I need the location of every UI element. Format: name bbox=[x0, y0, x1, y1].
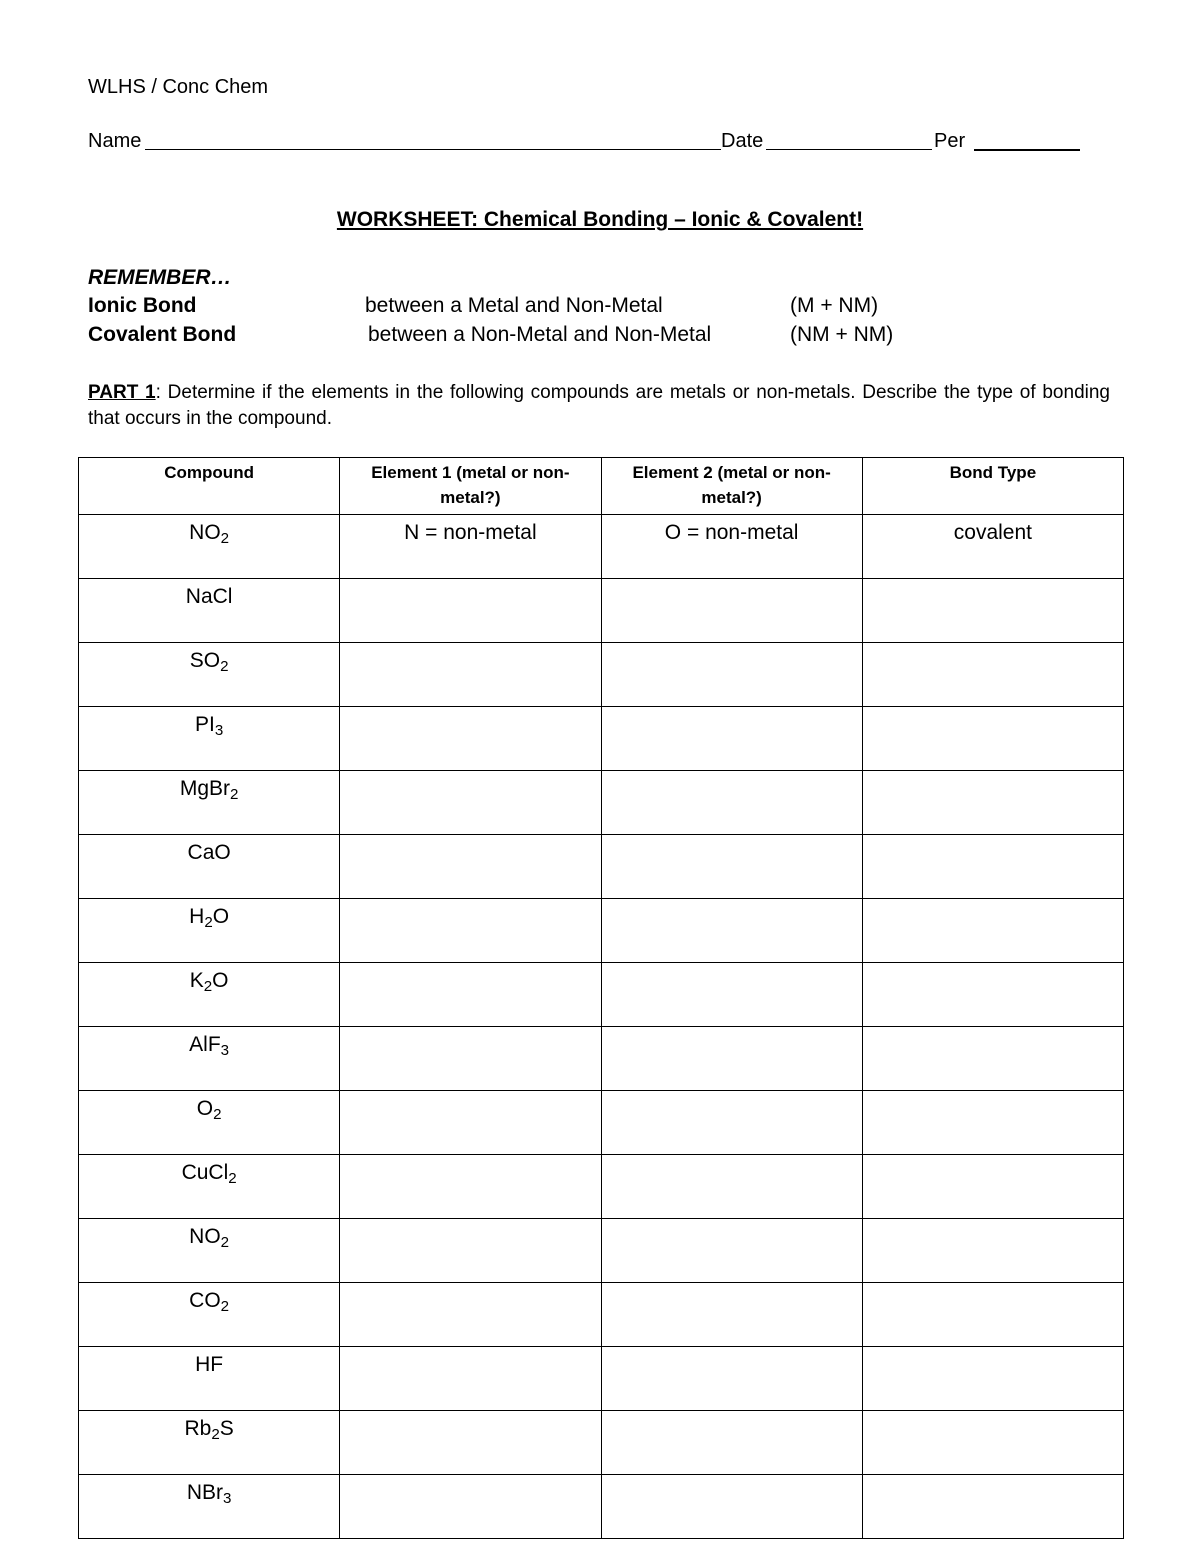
bond-type-cell[interactable] bbox=[862, 899, 1123, 963]
formula-subscript: 2 bbox=[211, 1425, 220, 1443]
formula-text: MgBr bbox=[179, 777, 231, 800]
element1-cell[interactable] bbox=[340, 1411, 601, 1475]
formula-text: H bbox=[189, 905, 205, 928]
table-row bbox=[79, 1475, 1124, 1539]
formula-text: O bbox=[212, 969, 229, 992]
element2-cell[interactable] bbox=[601, 1347, 862, 1411]
element1-cell[interactable] bbox=[340, 963, 601, 1027]
compound-cell bbox=[79, 1283, 340, 1347]
period-label: Per bbox=[934, 130, 966, 152]
header-element1-text: Element 1 (metal or non-metal?) bbox=[371, 463, 570, 507]
formula-subscript: 3 bbox=[220, 1041, 230, 1059]
date-label: Date bbox=[721, 130, 764, 152]
formula-text: NBr bbox=[186, 1481, 223, 1504]
bond-type-cell[interactable] bbox=[862, 579, 1123, 643]
compound-cell bbox=[79, 1155, 340, 1219]
table-row bbox=[79, 1411, 1124, 1475]
formula-text: O bbox=[212, 905, 230, 928]
worksheet-title: WORKSHEET: Chemical Bonding – Ionic & Covalent! bbox=[336, 208, 864, 231]
formula-subscript: 2 bbox=[204, 913, 213, 931]
bond-type-cell[interactable]: covalent bbox=[862, 515, 1123, 579]
bond-description: between a Non-Metal and Non-Metal bbox=[368, 323, 712, 346]
header-bond-type: Bond Type bbox=[862, 458, 1123, 515]
element2-cell[interactable] bbox=[601, 1411, 862, 1475]
remember-heading: REMEMBER… bbox=[88, 266, 232, 289]
header-compound: Compound bbox=[79, 458, 340, 515]
table-body bbox=[79, 515, 1124, 1539]
table-row bbox=[79, 1027, 1124, 1091]
element2-cell[interactable] bbox=[601, 771, 862, 835]
formula-subscript: 2 bbox=[220, 529, 230, 547]
table-row bbox=[79, 515, 1124, 579]
compound-cell bbox=[79, 899, 340, 963]
formula-text: S bbox=[219, 1417, 234, 1440]
formula-subscript: 3 bbox=[214, 721, 224, 739]
formula-text: CuCl bbox=[181, 1161, 229, 1184]
bond-type-cell[interactable] bbox=[862, 1219, 1123, 1283]
period-blank-line[interactable] bbox=[974, 149, 1080, 151]
bond-type-cell[interactable] bbox=[862, 771, 1123, 835]
element1-cell[interactable] bbox=[340, 579, 601, 643]
table-row bbox=[79, 1091, 1124, 1155]
formula-text: NO bbox=[189, 1225, 221, 1248]
header-element1 bbox=[340, 458, 601, 515]
covalent-bond-row bbox=[88, 323, 1118, 351]
compound-cell bbox=[79, 963, 340, 1027]
bond-type-cell[interactable] bbox=[862, 1411, 1123, 1475]
formula-subscript: 2 bbox=[228, 1169, 237, 1187]
formula-subscript: 2 bbox=[220, 1233, 230, 1251]
element1-cell[interactable] bbox=[340, 1091, 601, 1155]
bond-name: Ionic Bond bbox=[88, 294, 197, 317]
element2-cell[interactable]: O = non-metal bbox=[601, 515, 862, 579]
student-info-row bbox=[88, 130, 1088, 156]
formula-text: SO bbox=[189, 649, 221, 672]
element1-cell[interactable] bbox=[340, 1027, 601, 1091]
part1-instructions bbox=[88, 380, 1110, 432]
compound-cell bbox=[79, 835, 340, 899]
date-blank-line[interactable] bbox=[766, 149, 932, 150]
formula-text: CaO bbox=[187, 841, 231, 864]
element1-cell[interactable] bbox=[340, 835, 601, 899]
formula-subscript: 2 bbox=[220, 1297, 230, 1315]
table-row bbox=[79, 963, 1124, 1027]
element1-cell[interactable] bbox=[340, 1155, 601, 1219]
formula-text: O bbox=[196, 1097, 214, 1120]
table-header-row bbox=[79, 458, 1124, 515]
element1-cell[interactable] bbox=[340, 707, 601, 771]
bond-type-cell[interactable] bbox=[862, 1347, 1123, 1411]
element1-cell[interactable]: N = non-metal bbox=[340, 515, 601, 579]
bond-type-cell[interactable] bbox=[862, 963, 1123, 1027]
formula-text: HF bbox=[195, 1353, 224, 1376]
element1-cell[interactable] bbox=[340, 1475, 601, 1539]
bond-name: Covalent Bond bbox=[88, 323, 237, 346]
formula-subscript: 3 bbox=[223, 1489, 232, 1507]
table-row bbox=[79, 1347, 1124, 1411]
element2-cell[interactable] bbox=[601, 1027, 862, 1091]
table-row bbox=[79, 1219, 1124, 1283]
formula-text: NaCl bbox=[185, 585, 233, 608]
name-blank-line[interactable] bbox=[145, 149, 721, 150]
compound-cell bbox=[79, 707, 340, 771]
formula-text: K bbox=[189, 969, 204, 992]
compounds-table bbox=[78, 457, 1124, 1539]
element2-cell[interactable] bbox=[601, 643, 862, 707]
table-row bbox=[79, 643, 1124, 707]
bond-abbreviation: (NM + NM) bbox=[790, 323, 894, 346]
element2-cell[interactable] bbox=[601, 1091, 862, 1155]
compound-cell bbox=[79, 1091, 340, 1155]
bond-type-cell[interactable] bbox=[862, 643, 1123, 707]
table-row bbox=[79, 835, 1124, 899]
compound-cell bbox=[79, 1219, 340, 1283]
ionic-bond-row bbox=[88, 294, 1118, 322]
school-course-label: WLHS / Conc Chem bbox=[88, 76, 269, 98]
element2-cell[interactable] bbox=[601, 1283, 862, 1347]
part1-label: PART 1 bbox=[88, 382, 156, 403]
compound-cell bbox=[79, 771, 340, 835]
compound-cell bbox=[79, 643, 340, 707]
bond-type-cell[interactable] bbox=[862, 1475, 1123, 1539]
element2-cell[interactable] bbox=[601, 1475, 862, 1539]
formula-text: Rb bbox=[184, 1417, 212, 1440]
element1-cell[interactable] bbox=[340, 1283, 601, 1347]
bond-type-cell[interactable] bbox=[862, 1283, 1123, 1347]
formula-subscript: 2 bbox=[213, 1105, 222, 1123]
element1-cell[interactable] bbox=[340, 771, 601, 835]
element2-cell[interactable] bbox=[601, 899, 862, 963]
bond-type-cell[interactable] bbox=[862, 1155, 1123, 1219]
element1-cell[interactable] bbox=[340, 899, 601, 963]
table-row bbox=[79, 899, 1124, 963]
element2-cell[interactable] bbox=[601, 1219, 862, 1283]
formula-text: NO bbox=[189, 521, 221, 544]
compound-cell bbox=[79, 1411, 340, 1475]
bond-abbreviation: (M + NM) bbox=[790, 294, 879, 317]
element1-cell[interactable] bbox=[340, 643, 601, 707]
table-row bbox=[79, 771, 1124, 835]
header-element2 bbox=[601, 458, 862, 515]
table-row bbox=[79, 579, 1124, 643]
formula-subscript: 2 bbox=[203, 977, 213, 995]
compound-cell bbox=[79, 579, 340, 643]
bond-type-cell[interactable] bbox=[862, 1091, 1123, 1155]
element1-cell[interactable] bbox=[340, 1219, 601, 1283]
element1-cell[interactable] bbox=[340, 1347, 601, 1411]
compound-cell bbox=[79, 515, 340, 579]
element2-cell[interactable] bbox=[601, 963, 862, 1027]
element2-cell[interactable] bbox=[601, 1155, 862, 1219]
compound-cell bbox=[79, 1475, 340, 1539]
bond-description: between a Metal and Non-Metal bbox=[365, 294, 663, 317]
bond-type-cell[interactable] bbox=[862, 1027, 1123, 1091]
header-element2-text: Element 2 (metal or non-metal?) bbox=[632, 463, 831, 507]
bond-type-cell[interactable] bbox=[862, 707, 1123, 771]
part1-text: : Determine if the elements in the following compounds are metals or non-metals. Describe the type of bonding that occurs in the compound. bbox=[88, 382, 1110, 429]
formula-subscript: 2 bbox=[230, 785, 239, 803]
bond-type-cell[interactable] bbox=[862, 835, 1123, 899]
compound-cell bbox=[79, 1027, 340, 1091]
element2-cell[interactable] bbox=[601, 835, 862, 899]
table-row bbox=[79, 1155, 1124, 1219]
formula-subscript: 2 bbox=[220, 657, 229, 675]
formula-text: PI bbox=[195, 713, 215, 736]
formula-text: AlF bbox=[189, 1033, 221, 1056]
element2-cell[interactable] bbox=[601, 707, 862, 771]
name-label: Name bbox=[88, 130, 142, 152]
element2-cell[interactable] bbox=[601, 579, 862, 643]
table-row bbox=[79, 1283, 1124, 1347]
table-row bbox=[79, 707, 1124, 771]
formula-text: CO bbox=[189, 1289, 221, 1312]
compound-cell bbox=[79, 1347, 340, 1411]
